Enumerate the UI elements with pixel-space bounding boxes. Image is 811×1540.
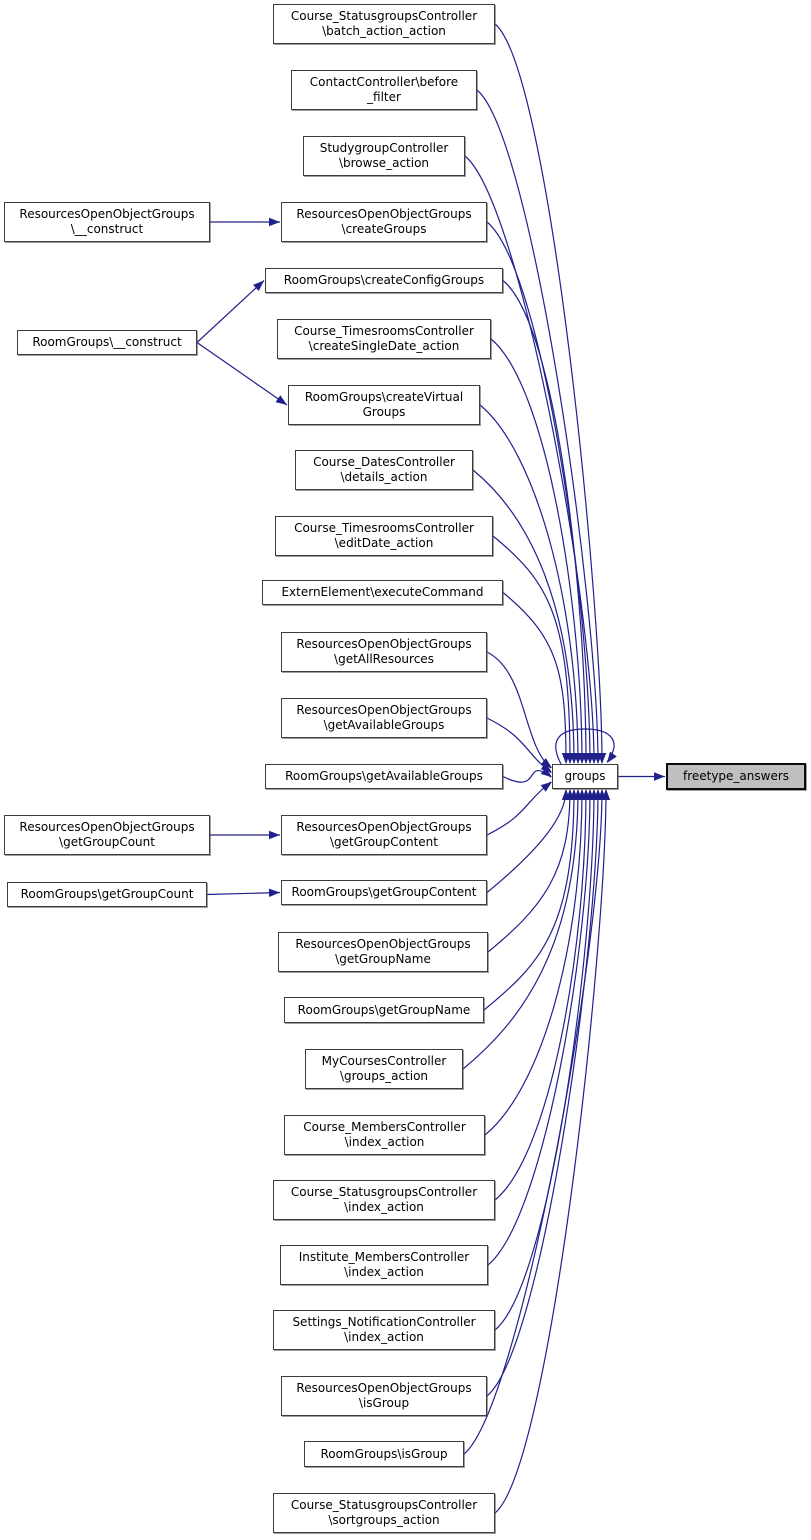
node-label: Institute_MembersController bbox=[298, 1250, 470, 1264]
node-label: StudygroupController bbox=[319, 141, 449, 155]
node-rg-construct[interactable] bbox=[17, 330, 197, 355]
node-extern-exec[interactable] bbox=[262, 580, 503, 605]
node-label: \browse_action bbox=[338, 156, 430, 170]
node-sn-index[interactable] bbox=[273, 1310, 495, 1350]
node-label: \createSingleDate_action bbox=[308, 339, 460, 353]
node-label: \batch_action_action bbox=[322, 24, 446, 38]
node-cs-batch[interactable] bbox=[273, 4, 495, 44]
node-label: \getAllResources bbox=[334, 652, 434, 666]
node-groups[interactable] bbox=[552, 764, 618, 789]
node-label: \groups_action bbox=[339, 1069, 429, 1083]
node-label: \getAvailableGroups bbox=[323, 718, 445, 732]
node-label: Course_StatusgroupsController bbox=[290, 1498, 478, 1512]
node-rg-isgroup[interactable] bbox=[304, 1441, 464, 1467]
node-contact-before-filter[interactable] bbox=[291, 70, 477, 110]
node-cm-index[interactable] bbox=[284, 1115, 485, 1155]
node-roog-isgroup[interactable] bbox=[281, 1376, 487, 1416]
node-label: _filter bbox=[367, 90, 401, 104]
node-rg-getgroupcontent[interactable] bbox=[281, 880, 487, 905]
node-label: \index_action bbox=[344, 1135, 425, 1149]
node-roog-getallresources[interactable] bbox=[281, 632, 487, 672]
node-label: Course_StatusgroupsController bbox=[290, 9, 478, 23]
node-label: Course_DatesController bbox=[313, 455, 455, 469]
node-roog-getavailablegroups[interactable] bbox=[281, 698, 487, 738]
node-label: \details_action bbox=[340, 470, 428, 484]
node-studygroup-browse[interactable] bbox=[303, 136, 465, 176]
node-label: ResourcesOpenObjectGroups bbox=[296, 703, 472, 717]
node-label: ResourcesOpenObjectGroups bbox=[296, 207, 472, 221]
node-label: \index_action bbox=[344, 1200, 424, 1214]
node-label: ResourcesOpenObjectGroups bbox=[296, 637, 472, 651]
node-label: RoomGroups\createConfigGroups bbox=[283, 273, 485, 287]
node-mycourses-groups-action[interactable] bbox=[305, 1049, 463, 1089]
node-label: ResourcesOpenObjectGroups bbox=[295, 937, 471, 951]
node-roog-creategroups[interactable] bbox=[281, 202, 487, 242]
node-label: \getGroupCount bbox=[59, 835, 155, 849]
node-roog-getgroupcontent[interactable] bbox=[281, 815, 487, 855]
node-label: RoomGroups\getGroupCount bbox=[20, 887, 194, 901]
node-label: \editDate_action bbox=[334, 536, 434, 550]
node-label: \getGroupContent bbox=[329, 835, 438, 849]
node-cs-sortgroups[interactable] bbox=[273, 1493, 495, 1533]
node-label: \index_action bbox=[344, 1265, 424, 1279]
node-label: Course_StatusgroupsController bbox=[290, 1185, 478, 1199]
node-label: ResourcesOpenObjectGroups bbox=[19, 820, 195, 834]
node-label: Settings_NotificationController bbox=[292, 1315, 476, 1329]
node-label: groups bbox=[564, 769, 606, 783]
node-label: ResourcesOpenObjectGroups bbox=[296, 1381, 472, 1395]
node-label: MyCoursesController bbox=[321, 1054, 447, 1068]
node-label: RoomGroups\isGroup bbox=[320, 1446, 448, 1461]
node-label: \index_action bbox=[344, 1330, 424, 1344]
node-label: \getGroupName bbox=[335, 952, 431, 966]
node-roog-getgroupcount[interactable] bbox=[4, 815, 210, 855]
node-label: ExternElement\executeCommand bbox=[281, 585, 484, 599]
node-rg-getgroupname[interactable] bbox=[284, 997, 484, 1023]
node-label: \createGroups bbox=[341, 222, 427, 236]
node-rg-createvirtual[interactable] bbox=[288, 385, 480, 425]
node-label: ResourcesOpenObjectGroups bbox=[19, 207, 195, 221]
node-label: RoomGroups\getAvailableGroups bbox=[285, 769, 483, 783]
node-im-index[interactable] bbox=[280, 1245, 488, 1285]
node-label: ContactController\before bbox=[309, 75, 459, 89]
node-rg-getavailablegroups[interactable] bbox=[265, 764, 503, 789]
node-label: \isGroup bbox=[358, 1396, 410, 1410]
node-cd-details[interactable] bbox=[295, 450, 473, 490]
node-label: RoomGroups\__construct bbox=[32, 335, 182, 349]
node-cs-index[interactable] bbox=[273, 1180, 495, 1220]
node-label: Course_MembersController bbox=[303, 1120, 466, 1134]
node-rg-createconfig[interactable] bbox=[265, 268, 503, 293]
node-label: RoomGroups\createVirtual bbox=[304, 390, 464, 404]
node-label: Course_TimesroomsController bbox=[294, 521, 474, 535]
node-label: freetype_answers bbox=[682, 769, 790, 783]
node-ct-createsingledate[interactable] bbox=[277, 319, 491, 359]
node-label: Course_TimesroomsController bbox=[294, 324, 474, 338]
node-freetype-answers bbox=[666, 763, 806, 790]
node-roog-getgroupname[interactable] bbox=[278, 932, 488, 972]
node-label: ResourcesOpenObjectGroups bbox=[296, 820, 472, 834]
node-label: \sortgroups_action bbox=[328, 1513, 440, 1527]
node-label: Groups bbox=[362, 405, 406, 419]
node-label: RoomGroups\getGroupName bbox=[297, 1002, 471, 1017]
node-rg-getgroupcount[interactable] bbox=[7, 882, 207, 907]
node-label: RoomGroups\getGroupContent bbox=[291, 885, 477, 899]
node-ct-editdate[interactable] bbox=[275, 516, 493, 556]
node-label: \__construct bbox=[70, 222, 144, 236]
node-roog-construct[interactable] bbox=[4, 202, 210, 242]
